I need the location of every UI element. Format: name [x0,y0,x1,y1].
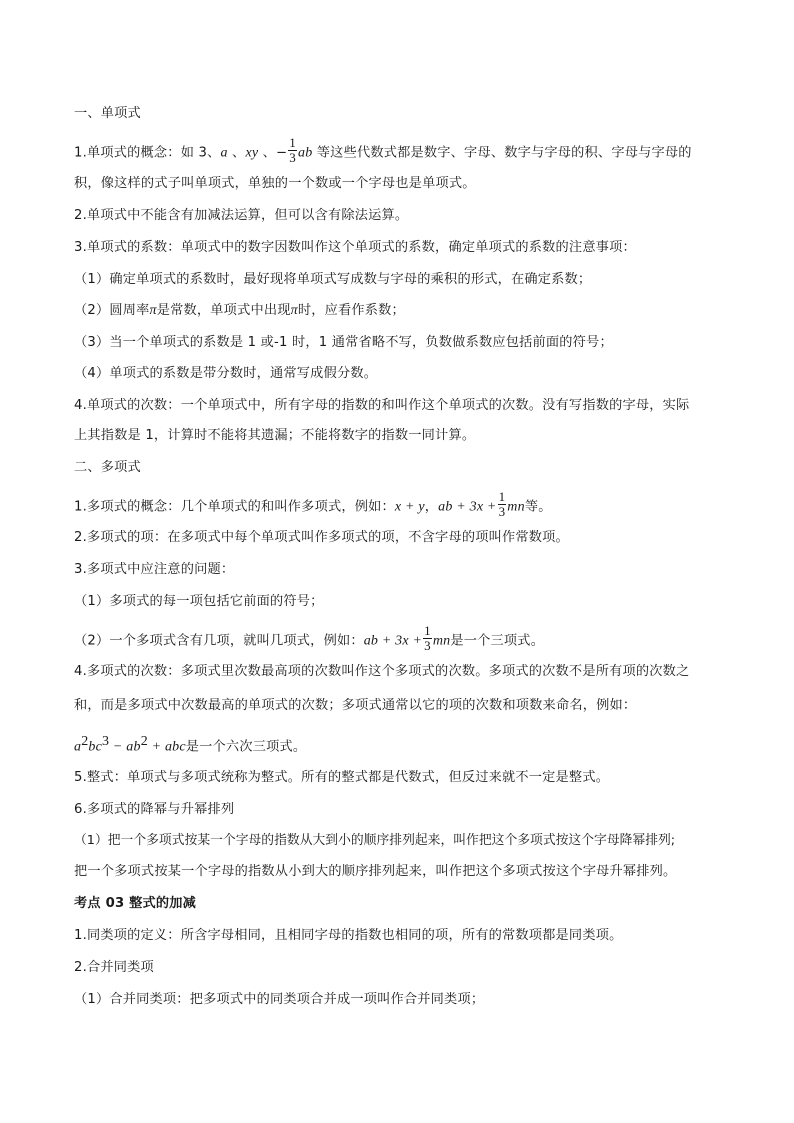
text: （2）一个多项式含有几项，就叫几项式，例如： [74,633,364,649]
paragraph-line: （3）当一个单项式的系数是 1 或-1 时，1 通常省略不写，负数做系数应包括前面的符号； [74,335,613,350]
paragraph-line: 2.合并同类项 [74,960,154,975]
paragraph-line-pi [74,301,734,321]
text: 1.多项式的概念：几个单项式的和叫作多项式，例如： [74,499,395,515]
paragraph-line: （1）确定单项式的系数时，最好现将单项式写成数与字母的乘积的形式，在确定系数； [74,272,592,287]
text: ， [424,499,439,515]
math-exp: 2 [140,734,148,749]
math-x-plus-y: x + y [394,499,425,515]
text: 是一个六次三项式。 [185,739,307,755]
paragraph-monomial-concept [74,135,734,167]
paragraph-line: 2.多项式的项：在多项式中每个单项式叫作多项式的项，不含字母的项叫作常数项。 [74,530,569,545]
text: 时，应看作系数； [297,303,405,318]
math-pi: π [149,303,157,318]
paragraph-line: 上其指数是 1，计算时不能将其遗漏；不能将数字的指数一同计算。 [74,428,476,443]
text: 是一个三项式。 [450,633,545,649]
math: a [74,739,82,755]
math-expr: ab + 3x + [363,633,423,649]
math-exp: 3 [102,734,110,749]
paragraph-six-degree-example [74,732,734,757]
paragraph-line: 4.单项式的次数：一个单项式中，所有字母的指数的和叫作这个单项式的次数。没有写指数的字母，实际 [74,398,690,413]
math: bc [88,739,103,755]
paragraph-line: （1）把一个多项式按某一个字母的指数从大到小的顺序排列起来，叫作把这个多项式按这个字母降幂排列; [74,833,676,848]
math-mn: mn [507,499,525,515]
paragraph-line: 3.多项式中应注意的问题： [74,562,235,577]
paragraph-line: （1）合并同类项：把多项式中的同类项合并成一项叫作合并同类项； [74,992,485,1007]
paragraph-trinomial-example [74,623,734,655]
text: 、 [227,145,246,161]
paragraph-line: 3.单项式的系数：单项式中的数字因数叫作这个单项式的系数，确定单项式的系数的注意事项： [74,240,636,255]
text: （2）圆周率 [74,303,150,318]
text: 等这些代数式都是数字、字母、数字与字母的积、字母与字母的 [312,145,692,161]
section-heading-monomial: 一、单项式 [74,106,141,121]
math-exp: 2 [81,734,89,749]
fraction-one-third: $\frac{1}{3}$ [424,623,431,653]
fraction-one-third: $\frac{1}{3}$ [498,489,506,519]
math-expr: ab + 3x + [438,499,497,515]
section-heading-polynomial: 二、多项式 [74,460,141,475]
text: 1.单项式的概念：如 3、 [74,145,221,161]
paragraph-line: 4.多项式的次数：多项式里次数最高项的次数叫作这个多项式的次数。多项式的次数不是所有项的次数之 [74,664,690,679]
paragraph-line: 5.整式：单项式与多项式统称为整式。所有的整式都是代数式，但反过来就不一定是整式。 [74,770,610,785]
text: 、− [258,145,288,161]
math-pi: π [290,303,298,318]
math-ab: ab [298,145,313,161]
math-mn: mn [432,633,451,649]
paragraph-line: （1）多项式的每一项包括它前面的符号； [74,594,324,609]
paragraph-line: 把一个多项式按某一个字母的指数从小到大的顺序排列起来，叫作把这个多项式按这个字母升幂排列。 [74,864,677,879]
paragraph-polynomial-concept [74,489,734,521]
paragraph-line: 积，像这样的式子叫单项式，单独的一个数或一个字母也是单项式。 [74,176,476,191]
math: − ab [109,739,141,755]
text: 等。 [524,499,552,515]
paragraph-line: 和，而是多项式中次数最高的单项式的次数；多项式通常以它的项的次数和项数来命名，例如： [74,698,637,713]
paragraph-line: 1.同类项的定义：所含字母相同，且相同字母的指数也相同的项，所有的常数项都是同类项。 [74,928,623,943]
math-xy: xy [245,145,259,161]
text: 是常数，单项式中出现 [156,303,291,318]
fraction-one-third: $\frac{1}{3}$ [289,135,296,165]
math-a: a [220,145,228,161]
math: + abc [147,739,186,755]
section-heading-kaodian: 考点 03 整式的加减 [74,896,197,911]
paragraph-line: 2.单项式中不能含有加减法运算，但可以含有除法运算。 [74,208,409,223]
paragraph-line: （4）单项式的系数是带分数时，通常写成假分数。 [74,366,378,381]
paragraph-line: 6.多项式的降幂与升幂排列 [74,802,235,817]
